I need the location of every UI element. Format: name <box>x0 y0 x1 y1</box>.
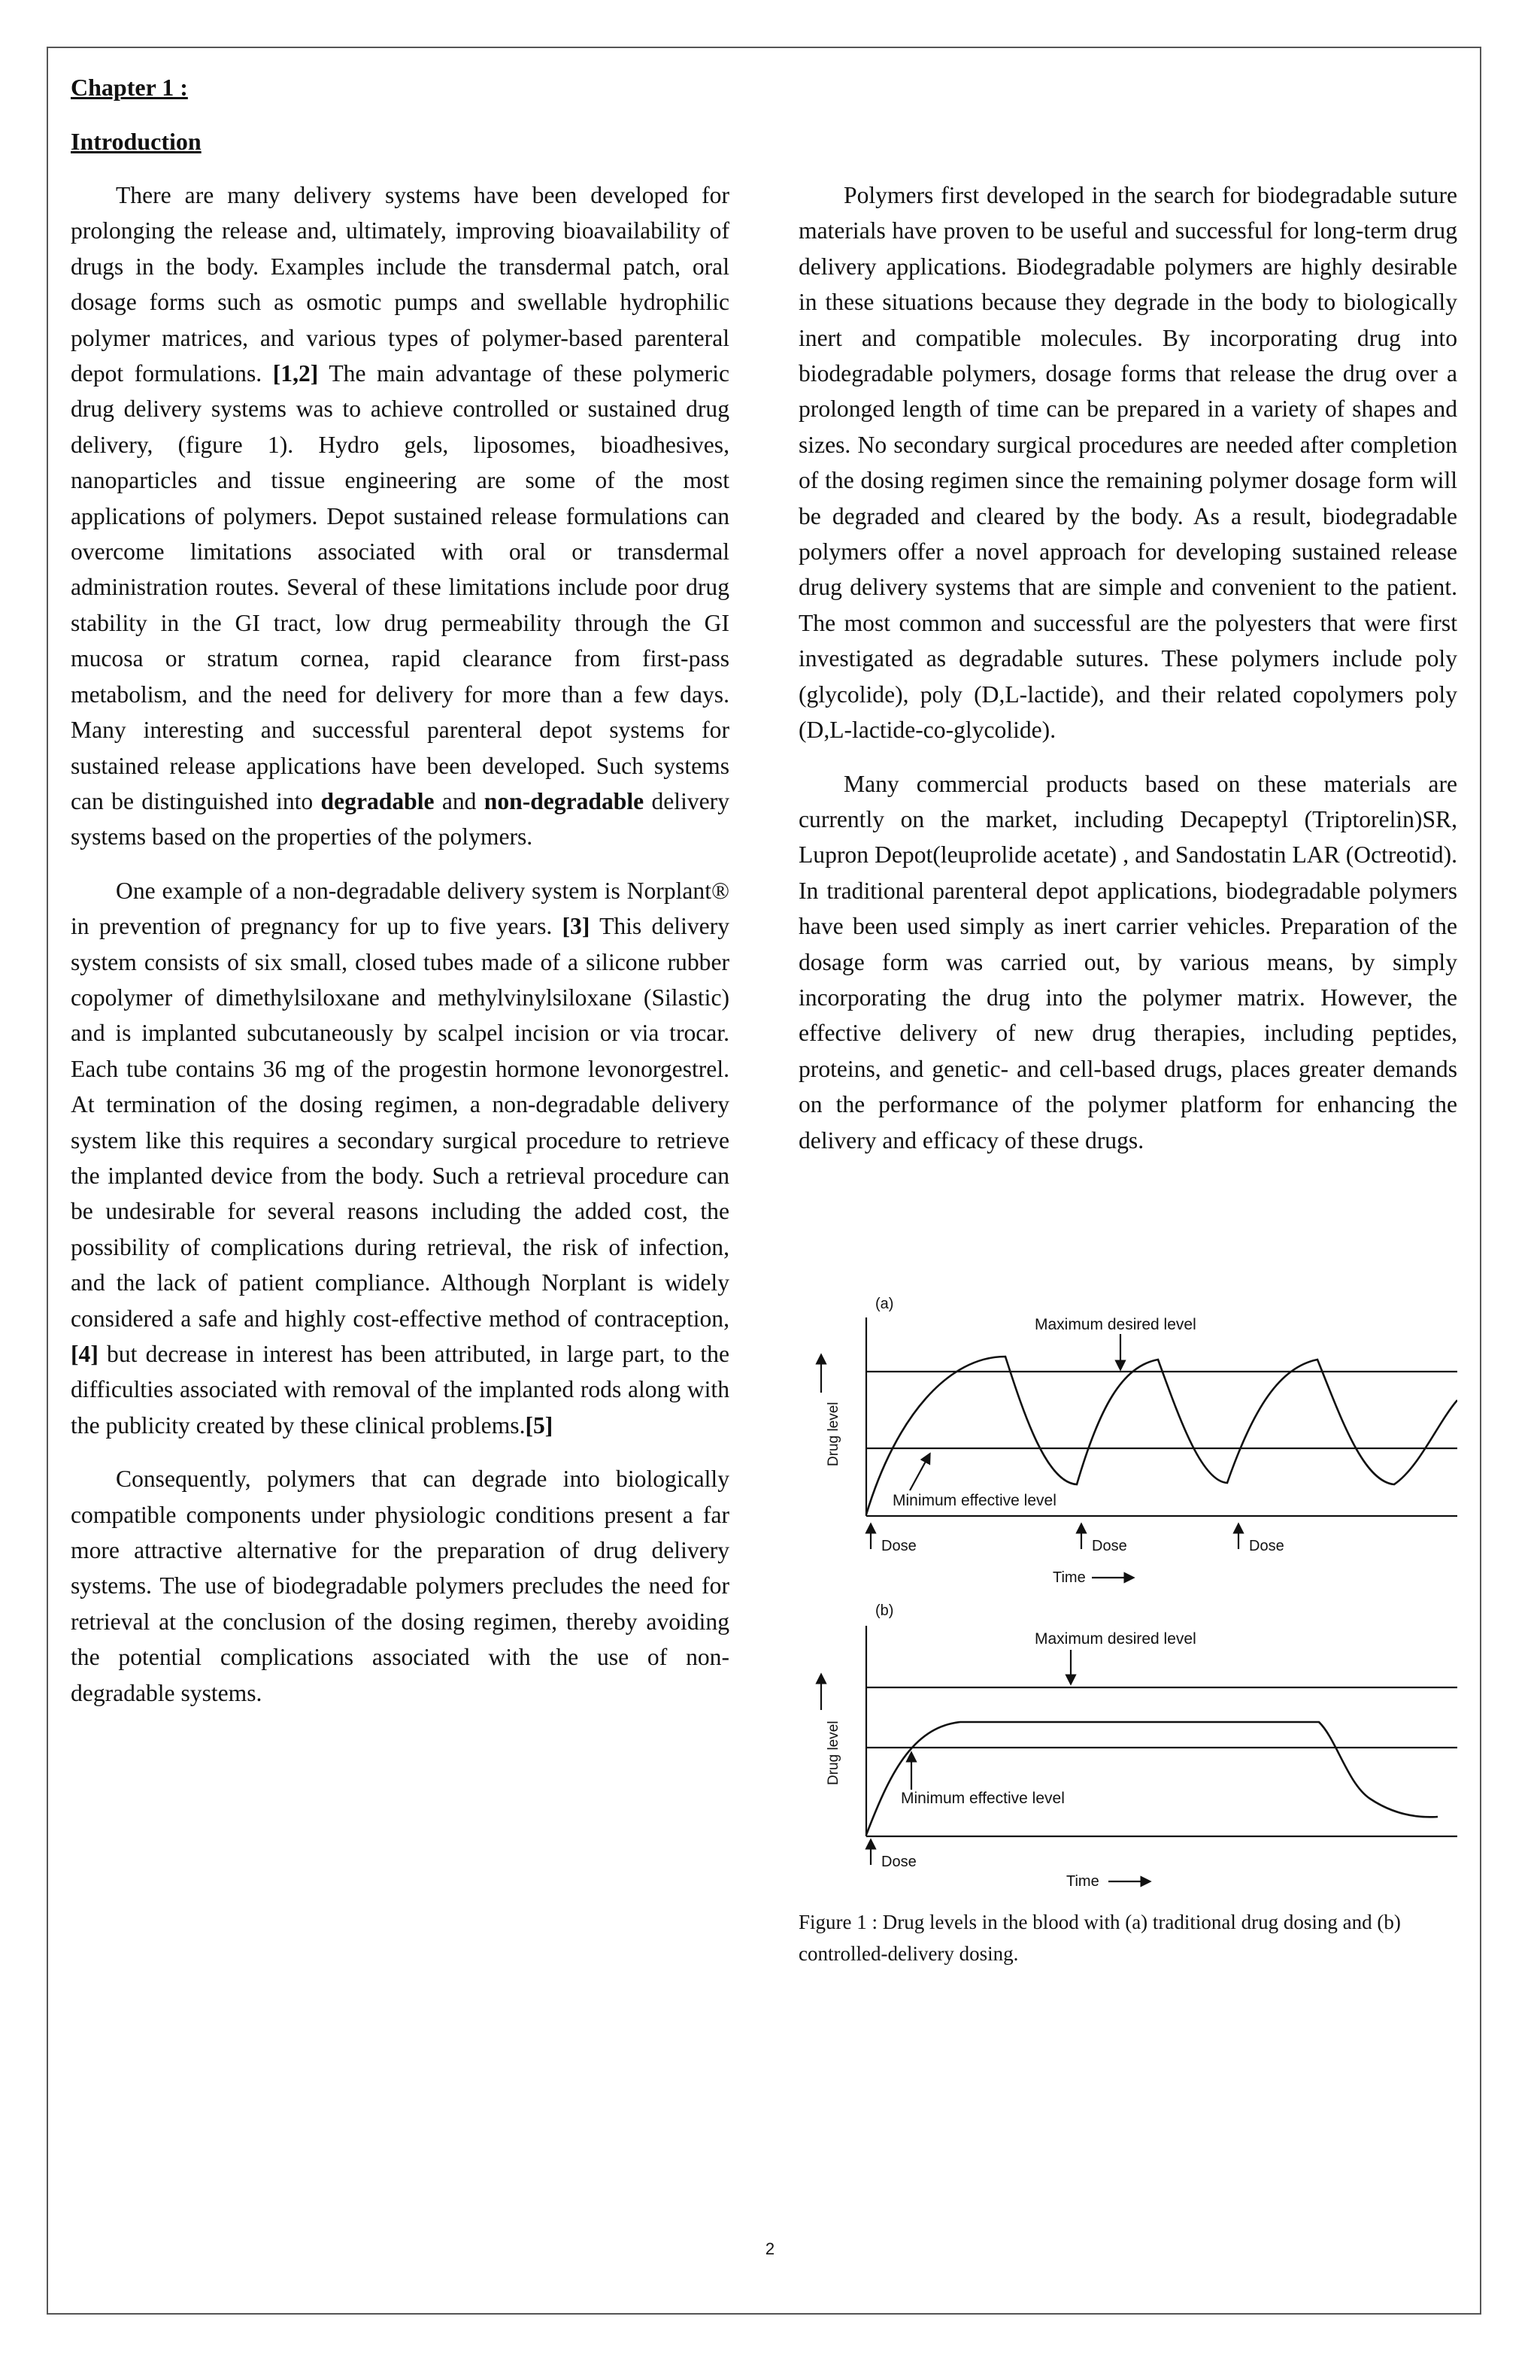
paragraph-consequently: Consequently, polymers that can degrade into biologically compatible components under physiologic conditions present a far more attractive alternative for the preparation of drug delivery systems. The use of biodegradable polymers precludes the need for retrieval at the conclusion of the dosing regimen, thereby avoiding the potential complications associated with the use of non-degradable systems. <box>71 1466 729 1706</box>
text-run: This delivery system consists of six small, closed tubes made of a silicone rubber copolymer of dimethylsiloxane and methylvinylsiloxane (Silastic) and is implanted subcutaneously by scalpel incision or via trocar. Each tube contains 36 mg of the progestin hormone levonorgestrel. At termination of the dosing regimen, a non-degradable delivery system like this requires a secondary surgical procedure to retrieve the implanted device from the body. Such a retrieval procedure can be undesirable for several reasons including the added cost, the possibility of complications during retrieval, the risk of infection, and the lack of patient compliance. Although Norplant is widely considered a safe and highly cost-effective method of contraception, <box>71 913 729 1332</box>
text-run: delivery systems based on the properties of the polymers. <box>71 787 729 850</box>
panel-a-ylabel: Drug level <box>826 1402 841 1466</box>
figure-caption: Figure 1 : Drug levels in the blood with (a) traditional drug dosing and (b) controlled-delivery dosing. <box>799 1911 1401 1965</box>
bold-term: non-degradable <box>484 787 644 814</box>
panel-b-drug-curve <box>866 1722 1438 1835</box>
paragraph-delivery-systems <box>71 177 729 855</box>
panel-a-drug-curve <box>866 1357 1457 1514</box>
citation: [3] <box>562 913 590 940</box>
paragraph-biodegradable-polymers: Polymers first developed in the search for biodegradable suture materials have proven to be useful and successful for long-term drug delivery applications. Biodegradable polymers are highly desirable in these situations because they degrade in the body to biologically inert and compatible molecules. By incorporating drug into biodegradable polymers, dosage forms that release the drug over a prolonged length of time can be prepared in a variety of shapes and sizes. No secondary surgical procedures are needed after completion of the dosing regimen since the remaining polymer dosage form will be degraded and cleared by the body. As a result, biodegradable polymers offer a novel approach for developing sustained release drug delivery systems that are simple and convenient to the patient. The most common and successful are the polyesters that were first investigated as degradable sutures. These polymers include poly (glycolide), poly (D,L-lactide), and their related copolymers poly (D,L-lactide-co-glycolide). <box>799 182 1457 744</box>
drug-level-figure <box>799 1287 1457 1889</box>
text-run: The main advantage of these polymeric drug delivery systems was to achieve controlled or sustained drug delivery, (figure 1). Hydro gels, liposomes, bioadhesives, nanoparticles and tissue engineering are some of the most applications of polymers. Depot sustained release formulations can overcome limitations associated with oral or transdermal administration routes. Several of these limitations include poor drug stability in the GI tract, low drug permeability through the GI mucosa or stratum cornea, rapid clearance from first-pass metabolism, and the need for delivery for more than a few days. Many interesting and successful parenteral depot systems for sustained release applications have been developed. Such systems can be distinguished into <box>71 360 729 814</box>
paragraph-commercial-products: Many commercial products based on these materials are currently on the market, including Decapeptyl (Triptorelin)SR, Lupron Depot(leuprolide acetate) , and Sandostatin LAR (Octreotid). In traditional parenteral depot applications, biodegradable polymers have been used simply as inert carrier vehicles. Preparation of the dosage form was carried out, by various means, by simply incorporating the drug into the polymer matrix. However, the effective delivery of new drug therapies, including peptides, proteins, and genetic- and cell-based drugs, places greater demands on the performance of the polymer platform for enhancing the delivery and efficacy of these drugs. <box>799 770 1457 1154</box>
panel-a-tag: (a) <box>875 1296 894 1312</box>
panel-a-dose-label-2: Dose <box>1092 1538 1127 1554</box>
text-run: There are many delivery systems have been developed for prolonging the release and, ultimately, improving bioavailability of drugs in the body. Examples include the transdermal patch, oral dosage forms such as osmotic pumps and swellable hydrophilic polymer matrices, and various types of polymer-based parenteral depot formulations. <box>71 182 729 387</box>
panel-b-tag: (b) <box>875 1602 894 1619</box>
panel-a-xlabel: Time <box>1053 1569 1086 1586</box>
text-run: but decrease in interest has been attributed, in large part, to the difficulties associated with removal of the implanted rods along with the publicity created by these clinical problems. <box>71 1341 729 1439</box>
right-column <box>799 177 1457 1176</box>
panel-b-ylabel: Drug level <box>826 1721 841 1785</box>
citation: [1,2] <box>272 360 319 387</box>
text-run: and <box>441 787 477 814</box>
bold-term: degradable <box>320 787 435 814</box>
panel-b-dose-label: Dose <box>881 1854 917 1870</box>
chapter-title: Chapter 1 : <box>71 74 188 101</box>
panel-a-dose-label-1: Dose <box>881 1538 917 1554</box>
paragraph-norplant <box>71 873 729 1444</box>
panel-a-min-arrow <box>910 1457 928 1490</box>
panel-a-max-label: Maximum desired level <box>1035 1316 1196 1333</box>
panel-b-xlabel: Time <box>1066 1873 1099 1889</box>
left-column <box>71 177 729 1729</box>
panel-a-min-label: Minimum effective level <box>893 1492 1056 1509</box>
page-number: 2 <box>765 2239 775 2258</box>
citation: [4] <box>71 1341 99 1367</box>
panel-a-dose-label-3: Dose <box>1249 1538 1284 1554</box>
text-run: One example of a non-degradable delivery system is Norplant® in prevention of pregnancy for up to five years. <box>71 877 729 940</box>
panel-b-max-label: Maximum desired level <box>1035 1630 1196 1648</box>
citation: [5] <box>525 1411 553 1439</box>
panel-b-min-label: Minimum effective level <box>901 1790 1065 1807</box>
section-title: Introduction <box>71 128 202 155</box>
